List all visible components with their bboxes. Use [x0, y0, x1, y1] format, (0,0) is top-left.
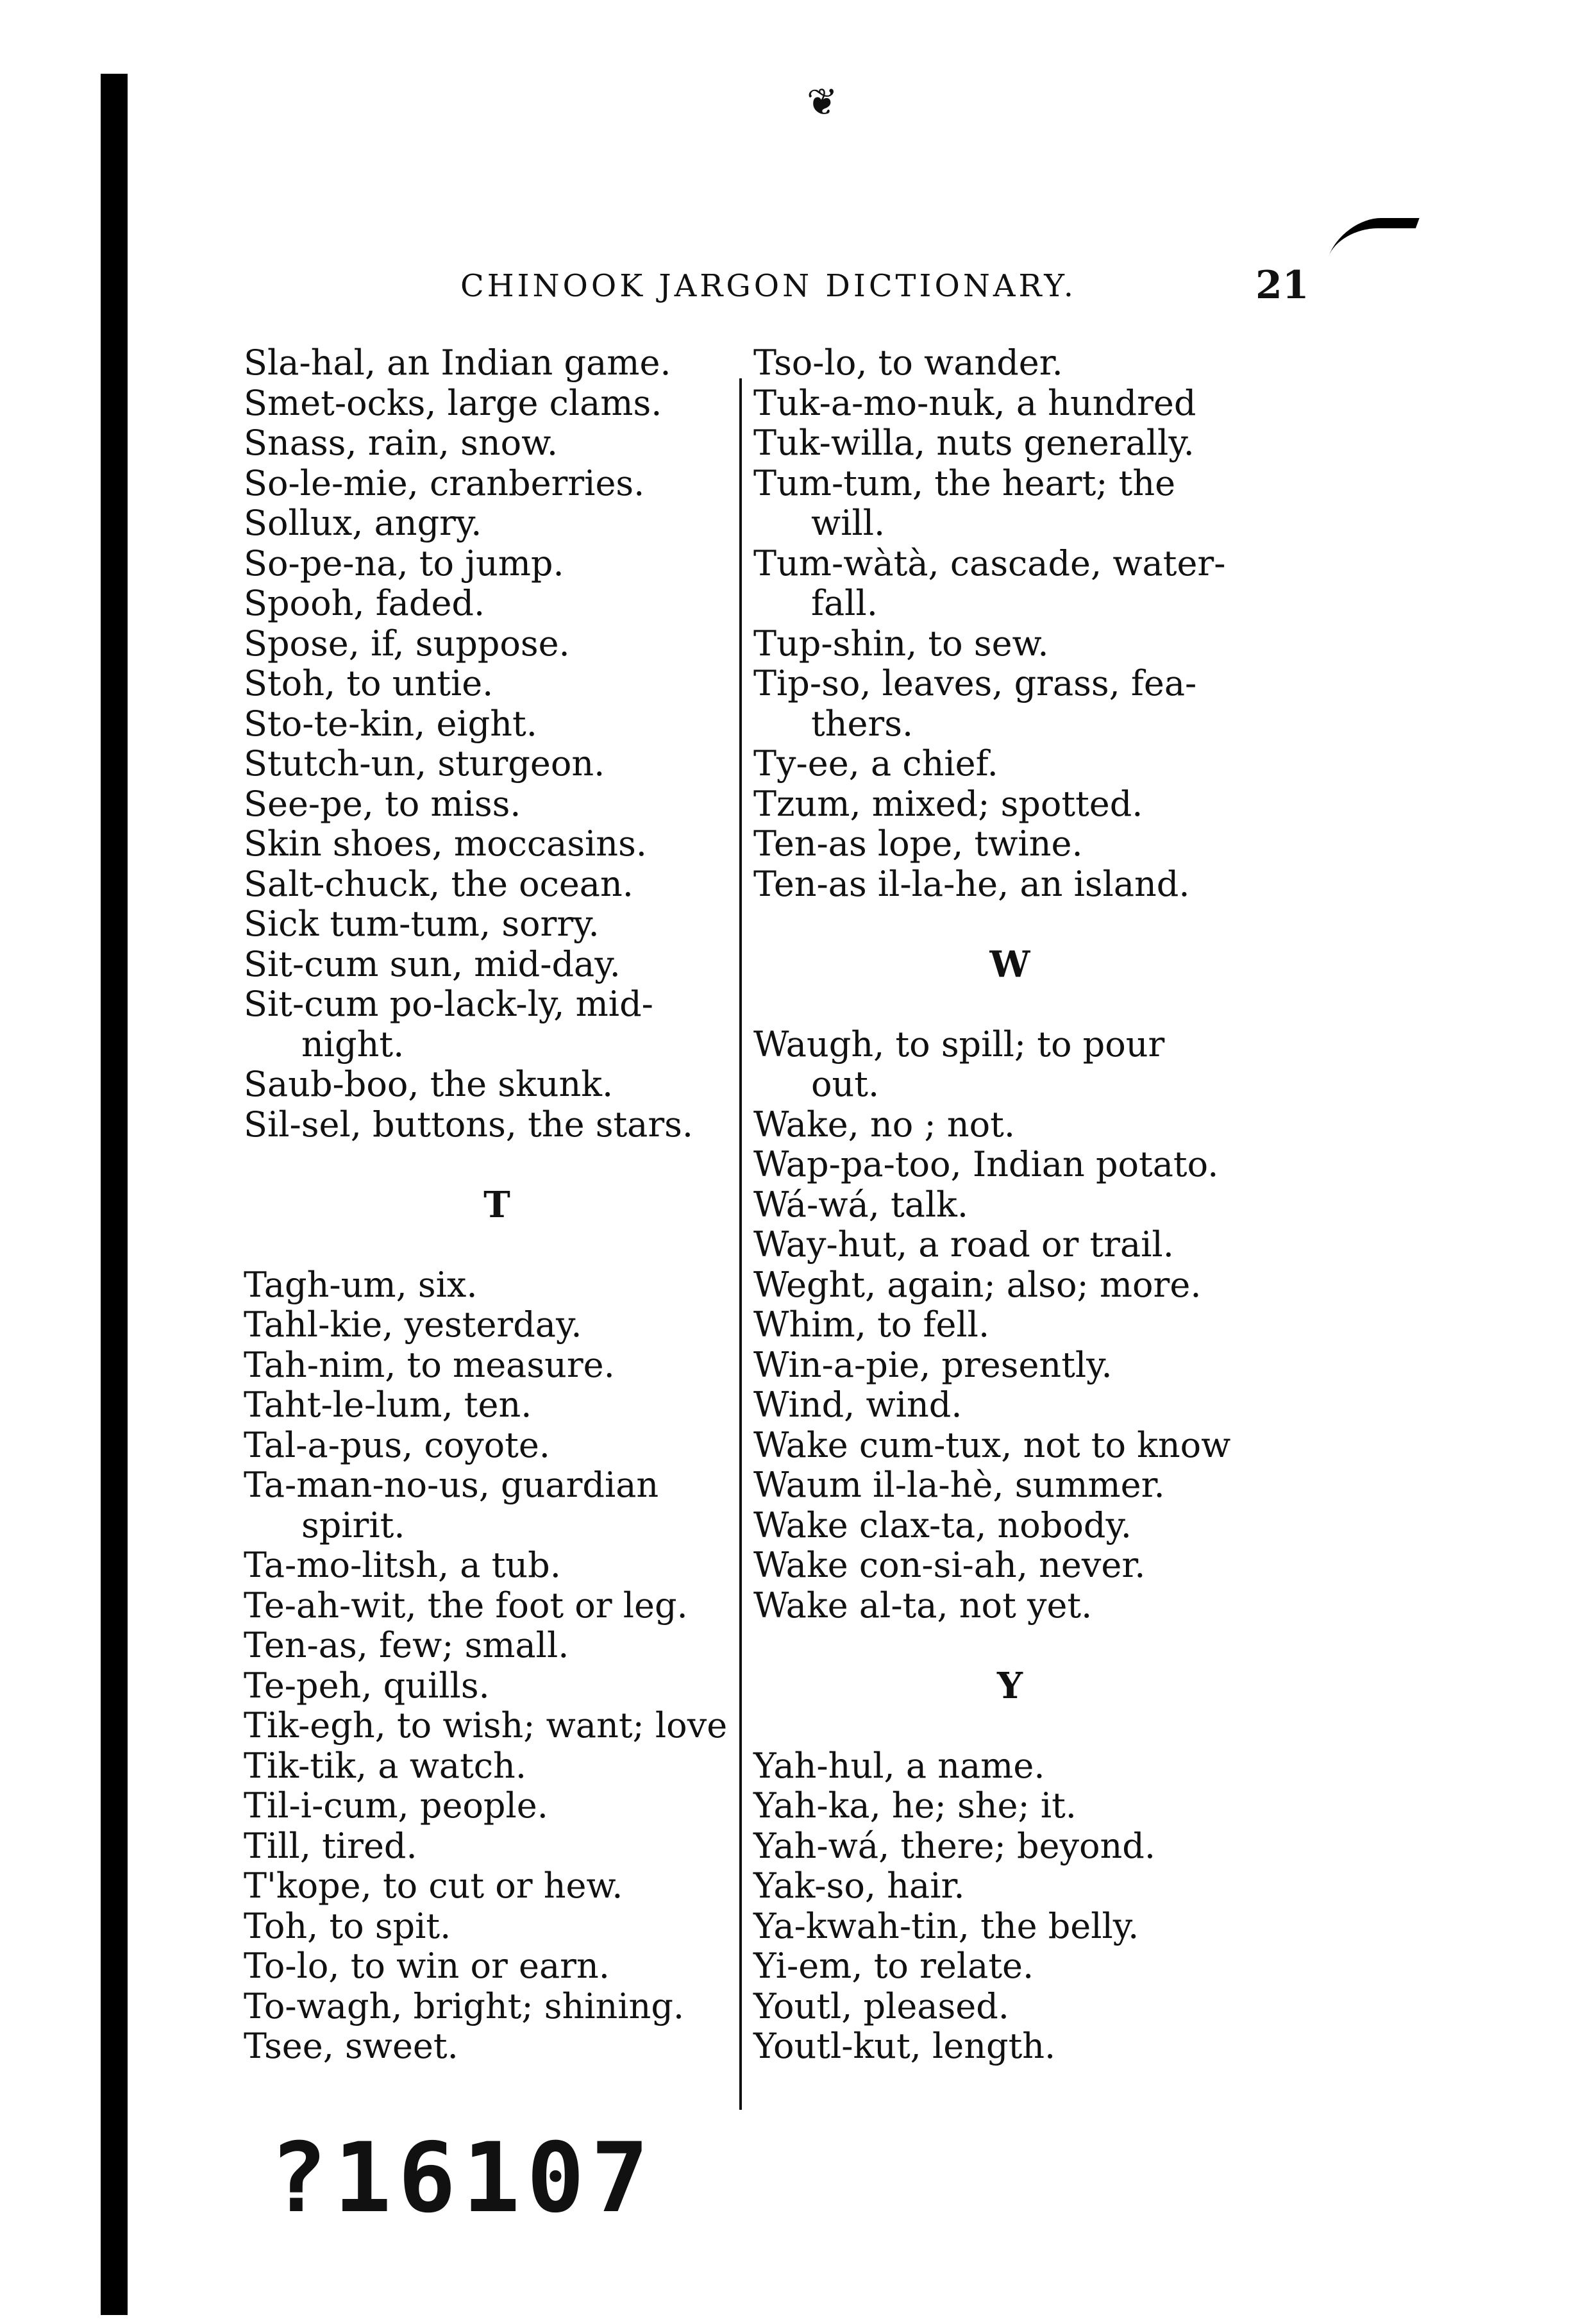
section-gap — [753, 1706, 1266, 1746]
entry-text: Toh, to spit. — [244, 1905, 451, 1946]
dictionary-entry — [753, 1105, 1266, 1145]
entry-text: Whim, to fell. — [753, 1304, 990, 1345]
running-title: CHINOOK JARGON DICTIONARY. — [460, 268, 1077, 304]
dictionary-entry — [244, 1545, 750, 1586]
dictionary-entry — [244, 464, 750, 504]
entry-text: See-pe, to miss. — [244, 783, 521, 824]
entry-text: So-le-mie, cranberries. — [244, 462, 645, 503]
entry-continuation: night. — [301, 1023, 405, 1065]
dictionary-entry — [244, 343, 750, 383]
dictionary-entry — [244, 1265, 750, 1306]
dictionary-entry — [244, 1626, 750, 1666]
entry-text: Tal-a-pus, coyote. — [244, 1424, 550, 1465]
dictionary-entry — [753, 1225, 1266, 1265]
entry-text: Spose, if, suppose. — [244, 623, 570, 664]
accession-stamp: ?16107 — [269, 2123, 655, 2234]
entry-text: Youtl-kut, length. — [753, 2026, 1056, 2066]
entry-text: Sollux, angry. — [244, 503, 482, 543]
dictionary-entry — [753, 1586, 1266, 1626]
dictionary-entry — [753, 423, 1266, 464]
entry-text: Snass, rain, snow. — [244, 423, 558, 463]
entry-text: Til-i-cum, people. — [244, 1785, 548, 1826]
dictionary-entry — [753, 1265, 1266, 1306]
dictionary-entry — [244, 984, 750, 1065]
entry-text: Youtl, pleased. — [753, 1985, 1009, 2026]
dictionary-entry — [753, 1345, 1266, 1386]
entry-text: T'kope, to cut or hew. — [244, 1865, 623, 1906]
entry-text: Tso-lo, to wander. — [753, 342, 1063, 383]
entry-text: Yah-hul, a name. — [753, 1745, 1045, 1786]
entry-text: Sil-sel, buttons, the stars. — [244, 1104, 694, 1145]
entry-text: Ya-kwah-tin, the belly. — [753, 1905, 1139, 1946]
entry-text: Wake con-si-ah, never. — [753, 1545, 1146, 1585]
entry-text: Tahl-kie, yesterday. — [244, 1304, 582, 1345]
entry-continuation: out. — [811, 1064, 880, 1104]
dictionary-entry — [244, 1987, 750, 2027]
dictionary-entry — [753, 824, 1266, 864]
dictionary-entry — [244, 704, 750, 745]
dictionary-entry — [244, 784, 750, 825]
dictionary-entry — [753, 1305, 1266, 1345]
dictionary-entry — [244, 1907, 750, 1947]
entry-text: Tik-tik, a watch. — [244, 1745, 526, 1786]
entry-text: Till, tired. — [244, 1825, 417, 1866]
dictionary-entry — [244, 664, 750, 704]
dictionary-entry — [753, 1987, 1266, 2027]
ornament: ❦ — [807, 80, 838, 124]
dictionary-entry — [244, 2026, 750, 2067]
entry-continuation: fall. — [811, 583, 878, 623]
entry-text: To-wagh, bright; shining. — [244, 1985, 685, 2026]
dictionary-entry — [244, 824, 750, 864]
section-letter: T — [483, 1183, 510, 1226]
dictionary-entry — [753, 664, 1266, 744]
dictionary-entry — [753, 1426, 1266, 1466]
dictionary-entry — [753, 624, 1266, 664]
dictionary-entry — [753, 544, 1266, 624]
dictionary-entry — [753, 1025, 1266, 1105]
binding-edge — [101, 74, 128, 2315]
entry-text: Salt-chuck, the ocean. — [244, 863, 633, 904]
entry-text: Tsee, sweet. — [244, 2026, 458, 2066]
entry-continuation: will. — [811, 503, 885, 543]
dictionary-entry — [244, 624, 750, 664]
dictionary-entry — [244, 904, 750, 945]
dictionary-entry — [753, 343, 1266, 383]
entry-text: Wind, wind. — [753, 1385, 962, 1425]
section-letter: W — [989, 943, 1030, 986]
dictionary-entry — [753, 1786, 1266, 1826]
dictionary-entry — [244, 1586, 750, 1626]
entry-text: Tup-shin, to sew. — [753, 623, 1049, 664]
dictionary-entry — [244, 503, 750, 544]
dictionary-entry — [244, 1866, 750, 1907]
entry-text: Yah-ka, he; she; it. — [753, 1785, 1077, 1826]
entry-text: So-pe-na, to jump. — [244, 543, 564, 584]
dictionary-entry — [244, 1065, 750, 1105]
page-number: 21 — [1255, 263, 1309, 308]
entry-text: Tip-so, leaves, grass, fea- — [753, 663, 1197, 703]
dictionary-entry — [244, 1706, 750, 1746]
entry-text: Saub-boo, the skunk. — [244, 1064, 614, 1104]
entry-text: Stutch-un, sturgeon. — [244, 743, 605, 784]
entry-text: Wake, no ; not. — [753, 1104, 1015, 1145]
entry-text: Sto-te-kin, eight. — [244, 703, 537, 744]
dictionary-entry — [753, 464, 1266, 544]
dictionary-entry — [753, 1946, 1266, 1987]
dictionary-entry — [244, 1826, 750, 1867]
section-gap — [753, 984, 1266, 1025]
entry-text: Win-a-pie, presently. — [753, 1344, 1112, 1385]
entry-text: Wap-pa-too, Indian potato. — [753, 1144, 1219, 1184]
entry-text: Ty-ee, a chief. — [753, 743, 998, 784]
margin-mark — [1325, 218, 1420, 267]
entry-continuation: thers. — [811, 703, 914, 744]
dictionary-entry — [244, 1946, 750, 1987]
entry-text: Yak-so, hair. — [753, 1865, 965, 1906]
right-column — [753, 343, 1266, 2067]
dictionary-entry — [753, 1907, 1266, 1947]
left-column — [244, 343, 750, 2067]
dictionary-entry — [244, 864, 750, 905]
entry-text: Tah-nim, to measure. — [244, 1344, 615, 1385]
dictionary-entry — [244, 1666, 750, 1706]
entry-text: Wake clax-ta, nobody. — [753, 1504, 1132, 1545]
dictionary-entry — [244, 423, 750, 464]
entry-text: Sit-cum sun, mid-day. — [244, 943, 621, 984]
entry-text: Wake al-ta, not yet. — [753, 1585, 1093, 1626]
dictionary-entry — [244, 1426, 750, 1466]
entry-text: Yi-em, to relate. — [753, 1946, 1034, 1986]
section-letter: Y — [997, 1664, 1023, 1707]
dictionary-entry — [244, 383, 750, 424]
dictionary-entry — [244, 1345, 750, 1386]
entry-text: Yah-wá, there; beyond. — [753, 1825, 1156, 1866]
dictionary-entry — [244, 945, 750, 985]
entry-text: Spooh, faded. — [244, 583, 485, 623]
dictionary-entry — [753, 1145, 1266, 1185]
entry-text: Sick tum-tum, sorry. — [244, 904, 600, 944]
entry-text: Ta-man-no-us, guardian — [244, 1465, 659, 1505]
entry-text: Smet-ocks, large clams. — [244, 382, 662, 423]
entry-text: Te-ah-wit, the foot or leg. — [244, 1585, 688, 1626]
dictionary-entry — [753, 1185, 1266, 1225]
dictionary-entry — [244, 1105, 750, 1145]
dictionary-entry — [753, 2026, 1266, 2067]
dictionary-entry — [753, 1746, 1266, 1787]
entry-text: Ten-as il-la-he, an island. — [753, 863, 1190, 904]
entry-text: Tuk-a-mo-nuk, a hundred — [753, 382, 1196, 423]
entry-text: Sit-cum po-lack-ly, mid- — [244, 984, 653, 1024]
entry-text: Taht-le-lum, ten. — [244, 1385, 532, 1425]
section-gap — [244, 1225, 750, 1265]
dictionary-entry — [753, 1465, 1266, 1506]
page-header — [0, 263, 1569, 313]
entry-text: Tum-tum, the heart; the — [753, 462, 1176, 503]
entry-text: Skin shoes, moccasins. — [244, 823, 647, 864]
dictionary-entry — [244, 1385, 750, 1426]
entry-text: Tagh-um, six. — [244, 1264, 478, 1305]
section-gap — [753, 1626, 1266, 1666]
dictionary-entry — [753, 1866, 1266, 1907]
dictionary-entry — [244, 744, 750, 784]
entry-text: Weght, again; also; more. — [753, 1264, 1202, 1305]
dictionary-entry — [753, 1506, 1266, 1546]
dictionary-entry — [244, 1305, 750, 1345]
entry-text: Stoh, to untie. — [244, 663, 494, 703]
dictionary-entry — [753, 1545, 1266, 1586]
entry-text: Waum il-la-hè, summer. — [753, 1465, 1165, 1505]
entry-text: Tuk-willa, nuts generally. — [753, 423, 1195, 463]
entry-text: Te-peh, quills. — [244, 1665, 490, 1706]
section-gap — [753, 904, 1266, 945]
entry-text: Tum-wàtà, cascade, water- — [753, 543, 1226, 584]
dictionary-entry — [244, 1746, 750, 1787]
dictionary-entry — [244, 1465, 750, 1545]
entry-text: Wake cum-tux, not to know — [753, 1424, 1231, 1465]
entry-text: Tzum, mixed; spotted. — [753, 783, 1143, 824]
dictionary-entry — [753, 744, 1266, 784]
entry-text: Ten-as lope, twine. — [753, 823, 1083, 864]
entry-text: Wá-wá, talk. — [753, 1184, 969, 1225]
dictionary-entry — [244, 544, 750, 584]
entry-text: Sla-hal, an Indian game. — [244, 342, 671, 383]
entry-text: Tik-egh, to wish; want; love — [244, 1705, 728, 1746]
entry-text: Ten-as, few; small. — [244, 1625, 569, 1665]
dictionary-entry — [753, 864, 1266, 905]
dictionary-entry — [244, 1786, 750, 1826]
entry-text: Waugh, to spill; to pour — [753, 1023, 1165, 1065]
section-gap — [244, 1145, 750, 1185]
dictionary-entry — [753, 383, 1266, 424]
entry-continuation: spirit. — [301, 1504, 405, 1545]
dictionary-entry — [244, 584, 750, 624]
entry-text: Way-hut, a road or trail. — [753, 1224, 1174, 1265]
dictionary-entry — [753, 784, 1266, 825]
entry-text: Ta-mo-litsh, a tub. — [244, 1545, 561, 1585]
dictionary-entry — [753, 1385, 1266, 1426]
entry-text: To-lo, to win or earn. — [244, 1946, 610, 1986]
dictionary-entry — [753, 1826, 1266, 1867]
